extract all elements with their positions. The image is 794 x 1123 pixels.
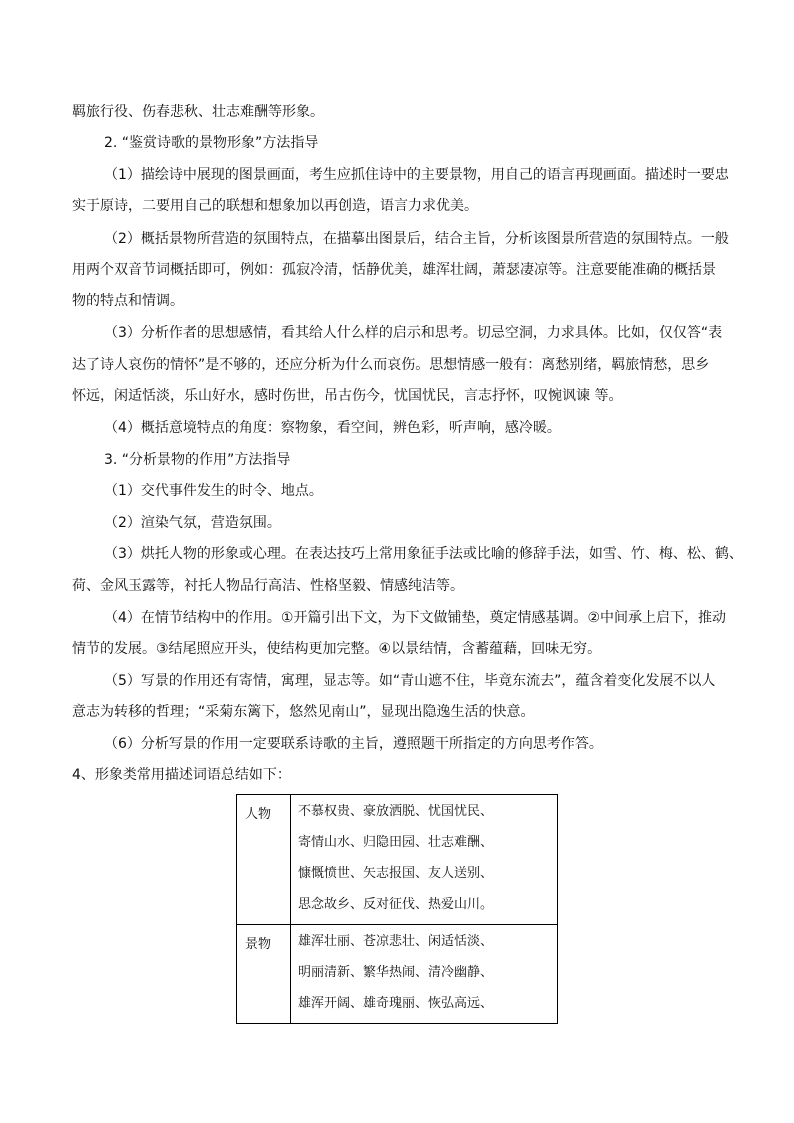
category-cell: 景物 bbox=[237, 925, 291, 1024]
text-line: 意志为转移的哲理；“采菊东篱下，悠然见南山”，显现出隐逸生活的快意。 bbox=[72, 704, 535, 720]
items-cell bbox=[291, 795, 558, 925]
text-line: 羁旅行役、伤春悲秋、壮志难酬等形象。 bbox=[72, 104, 324, 120]
term-line: 思念故乡、反对征伐、热爱山川。 bbox=[298, 897, 494, 912]
category-cell: 人物 bbox=[237, 795, 291, 925]
table-row-people bbox=[237, 795, 558, 925]
term-line: 雄浑开阔、雄奇瑰丽、恢弘高远、 bbox=[298, 996, 494, 1011]
term-line: 明丽清新、繁华热闹、清冷幽静、 bbox=[298, 965, 494, 980]
items-cell bbox=[291, 925, 558, 1024]
text-line: （5）写景的作用还有寄情，寓理，显志等。如“青山遮不住，毕竟东流去”，蕴含着变化发展不以人 bbox=[104, 673, 716, 689]
text-line: 情节的发展。③结尾照应开头，使结构更加完整。④以景结情，含蓄蕴藉，回味无穷。 bbox=[72, 641, 602, 657]
text-line: （2）渲染气氛，营造氛围。 bbox=[104, 515, 281, 531]
text-line: 实于原诗，二要用自己的联想和想象加以再创造，语言力求优美。 bbox=[72, 198, 478, 214]
term-line: 慷慨愤世、矢志报国、友人送别、 bbox=[298, 866, 494, 881]
text-line: （1）描绘诗中展现的图景画面，考生应抓住诗中的主要景物，用自己的语言再现画面。描述时一要忠 bbox=[104, 167, 729, 183]
term-line: 寄情山水、归隐田园、壮志难酬、 bbox=[298, 835, 494, 850]
term-line: 雄浑壮丽、苍凉悲壮、闲适恬淡、 bbox=[298, 934, 494, 949]
text-line: 用两个双音节词概括即可，例如：孤寂冷清，恬静优美，雄浑壮阔，萧瑟凄凉等。注意要能准确的概括景 bbox=[72, 262, 716, 278]
text-line: （2）概括景物所营造的氛围特点，在描摹出图景后，结合主旨，分析该图景所营造的氛围特点。一般 bbox=[104, 231, 729, 247]
text-line: （4）概括意境特点的角度：察物象，看空间，辨色彩，听声响，感冷暖。 bbox=[104, 420, 561, 436]
section-heading-2: 2. “鉴赏诗歌的景物形象”方法指导 bbox=[104, 135, 319, 151]
descriptive-terms-table bbox=[236, 794, 558, 1024]
text-line: 物的特点和情调。 bbox=[72, 293, 184, 309]
text-line: （4）在情节结构中的作用。①开篇引出下文，为下文做铺垫，奠定情感基调。②中间承上启下，推动 bbox=[104, 610, 727, 626]
term-line: 不慕权贵、豪放洒脱、忧国忧民、 bbox=[298, 804, 494, 819]
text-line: 荷、金风玉露等，衬托人物品行高洁、性格坚毅、情感纯洁等。 bbox=[72, 578, 464, 594]
section-heading-3: 3. “分析景物的作用”方法指导 bbox=[104, 452, 291, 468]
text-line: （6）分析写景的作用一定要联系诗歌的主旨，遵照题干所指定的方向思考作答。 bbox=[104, 736, 603, 752]
section-heading-4: 4、形象类常用描述词语总结如下： bbox=[72, 767, 291, 783]
text-line: （3）烘托人物的形象或心理。在表达技巧上常用象征手法或比喻的修辞手法，如雪、竹、梅、松、鹤、 bbox=[104, 546, 743, 562]
text-line: （3）分析作者的思想感情，看其给人什么样的启示和思考。切忌空洞，力求具体。比如，仅仅答“表 bbox=[104, 325, 723, 341]
text-line: 怀远，闲适恬淡，乐山好水，感时伤世，吊古伤今，忧国忧民，言志抒怀，叹惋讽谏 等。 bbox=[72, 388, 623, 404]
text-line: （1）交代事件发生的时令、地点。 bbox=[104, 483, 323, 499]
table-row-scenery bbox=[237, 925, 558, 1024]
text-line: 达了诗人哀伤的情怀”是不够的，还应分析为什么而哀伤。思想情感一般有：离愁别绪，羁旅情愁，思乡 bbox=[72, 357, 710, 373]
